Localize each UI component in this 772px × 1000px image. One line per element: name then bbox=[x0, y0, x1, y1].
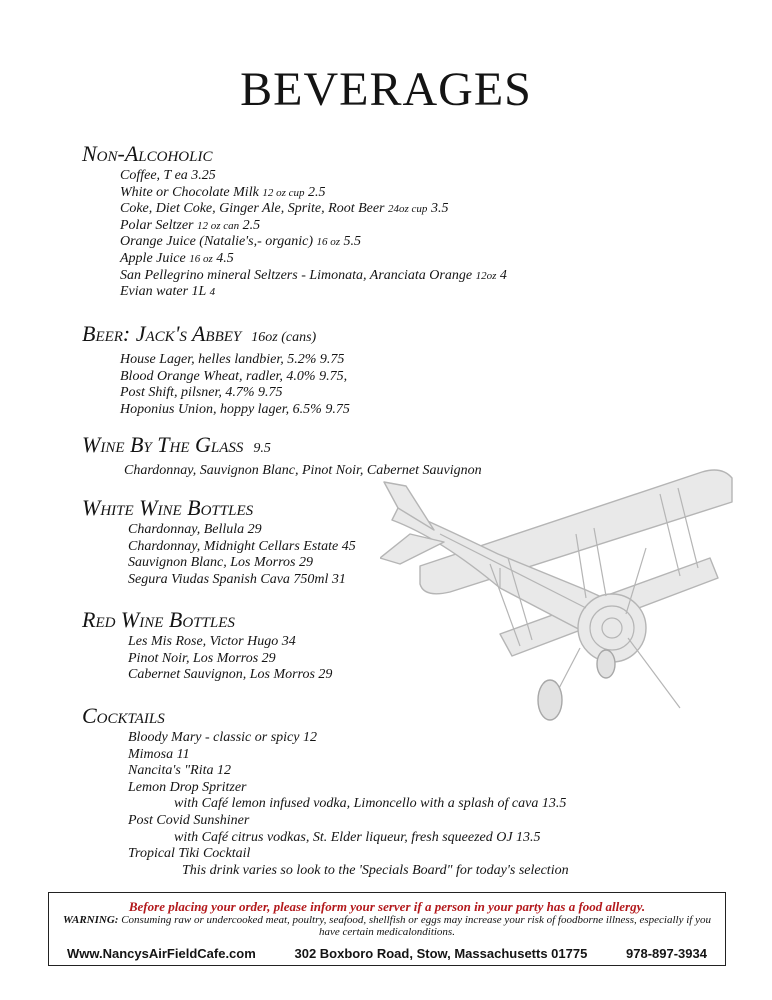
list-item: Orange Juice (Natalie's,- organic) 16 oz 5.5 bbox=[120, 234, 362, 250]
list-item: San Pellegrino mineral Seltzers - Limonata, Aranciata Orange 12oz 4 bbox=[120, 267, 507, 283]
section-red-wine bbox=[82, 608, 332, 684]
page-title: BEVERAGES bbox=[240, 63, 532, 116]
list-item: Pinot Noir, Los Morros 29 bbox=[128, 650, 276, 666]
cocktails-list bbox=[82, 730, 569, 879]
allergy-notice: Before placing your order, please inform your server if a person in your party has a food allergy. bbox=[128, 899, 646, 914]
wine-glass-price: 9.5 bbox=[253, 441, 271, 456]
non-alcoholic-list bbox=[82, 168, 507, 301]
list-item: Coffee, T ea 3.25 bbox=[120, 168, 216, 183]
section-heading-beer: Beer: Jack's Abbey 16oz (cans) bbox=[82, 321, 317, 346]
website-link[interactable]: Www.NancysAirFieldCafe.com bbox=[67, 946, 256, 961]
list-item: Post Covid Sunshiner bbox=[128, 812, 250, 828]
section-heading-non-alcoholic: Non-Alcoholic bbox=[82, 141, 213, 166]
warning-text: Consuming raw or undercooked meat, poultry, seafood, shellfish or eggs may increase your risk of foodborne illness, especially if you have certain medicalonditions. bbox=[118, 914, 711, 938]
section-heading-cocktails: Cocktails bbox=[82, 703, 165, 728]
list-item: Post Shift, pilsner, 4.7% 9.75 bbox=[120, 385, 283, 401]
section-heading-red-wine: Red Wine Bottles bbox=[82, 607, 235, 632]
list-item: Nancita's "Rita 12 bbox=[128, 763, 231, 779]
section-beer bbox=[82, 322, 350, 418]
list-item: Blood Orange Wheat, radler, 4.0% 9.75, bbox=[120, 368, 348, 384]
list-item: Apple Juice 16 oz 4.5 bbox=[120, 250, 234, 266]
footer-notice-box bbox=[48, 892, 726, 966]
list-item-description: with Café lemon infused vodka, Limoncello with a splash of cava 13.5 bbox=[174, 796, 567, 812]
list-item: Hoponius Union, hoppy lager, 6.5% 9.75 bbox=[120, 401, 350, 417]
section-white-wine bbox=[82, 496, 356, 588]
section-heading-white-wine: White Wine Bottles bbox=[82, 495, 254, 520]
list-item: Chardonnay, Bellula 29 bbox=[128, 522, 262, 537]
section-cocktails bbox=[82, 704, 569, 879]
section-wine-by-the-glass bbox=[82, 433, 482, 480]
list-item: Evian water 1L 4 bbox=[120, 284, 216, 300]
list-item: Lemon Drop Spritzer bbox=[128, 779, 247, 795]
list-item: Cabernet Sauvignon, Los Morros 29 bbox=[128, 667, 333, 683]
list-item-description: This drink varies so look to the 'Specials Board" for today's selection bbox=[182, 862, 569, 878]
list-item: Bloody Mary - classic or spicy 12 bbox=[128, 730, 317, 745]
phone-number[interactable]: 978-897-3934 bbox=[626, 946, 707, 961]
list-item: Tropical Tiki Cocktail bbox=[128, 846, 251, 862]
list-item: Chardonnay, Sauvignon Blanc, Pinot Noir, Cabernet Sauvignon bbox=[124, 463, 482, 478]
list-item: White or Chocolate Milk 12 oz cup 2.5 bbox=[120, 184, 326, 200]
warning-notice bbox=[49, 914, 725, 938]
address: 302 Boxboro Road, Stow, Massachusetts 01775 bbox=[294, 946, 588, 961]
beer-list bbox=[82, 352, 350, 418]
warning-label: WARNING: bbox=[63, 914, 119, 926]
list-item: Chardonnay, Midnight Cellars Estate 45 bbox=[128, 538, 356, 554]
section-non-alcoholic bbox=[82, 142, 507, 301]
section-heading-wine-glass: Wine By The Glass 9.5 bbox=[82, 432, 271, 457]
list-item: Coke, Diet Coke, Ginger Ale, Sprite, Root Beer 24oz cup 3.5 bbox=[120, 201, 449, 217]
list-item: Les Mis Rose, Victor Hugo 34 bbox=[128, 634, 296, 649]
list-item: House Lager, helles landbier, 5.2% 9.75 bbox=[120, 352, 345, 367]
wine-glass-list bbox=[82, 463, 482, 480]
list-item: Mimosa 11 bbox=[128, 746, 190, 762]
list-item: Polar Seltzer 12 oz can 2.5 bbox=[120, 217, 261, 233]
beer-size-note: 16oz (cans) bbox=[251, 330, 317, 345]
list-item: Sauvignon Blanc, Los Morros 29 bbox=[128, 555, 313, 571]
list-item: Segura Viudas Spanish Cava 750ml 31 bbox=[128, 571, 346, 587]
contact-line bbox=[49, 938, 725, 961]
red-wine-list bbox=[82, 634, 332, 684]
list-item-description: with Café citrus vodkas, St. Elder liqueur, fresh squeezed OJ 13.5 bbox=[174, 829, 541, 845]
white-wine-list bbox=[82, 522, 356, 588]
biplane-watermark bbox=[380, 438, 772, 738]
